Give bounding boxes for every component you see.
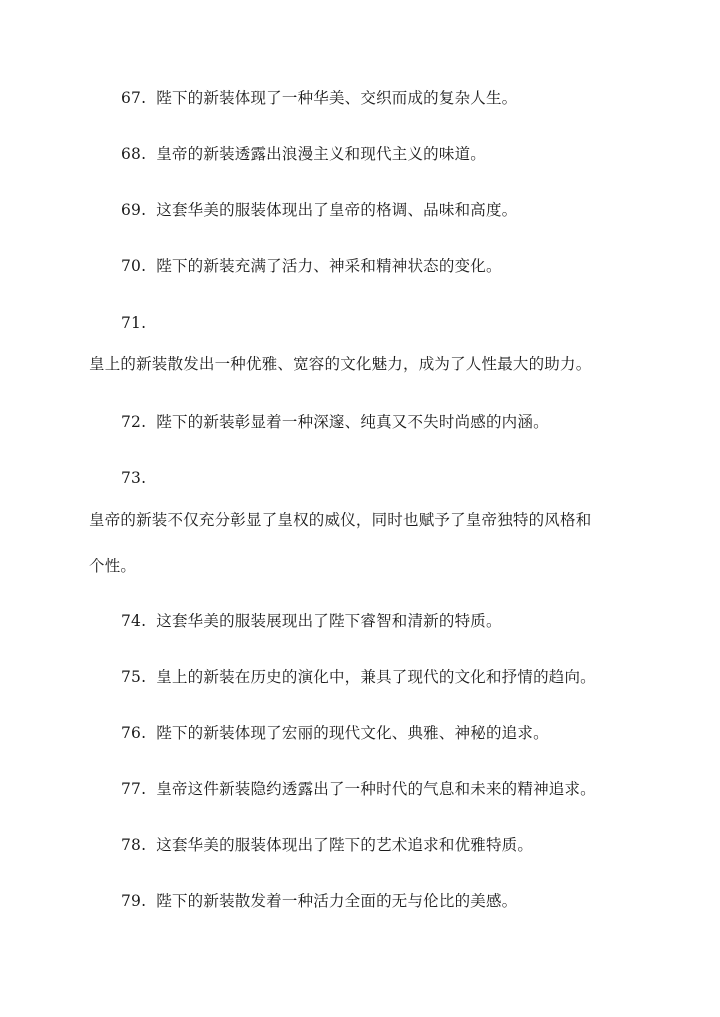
list-item-73-number [121, 468, 146, 488]
item-text: 皇上的新装在历史的演化中，兼具了现代的文化和抒情的趋向。 [156, 668, 596, 686]
item-text: 陛下的新装充满了活力、神采和精神状态的变化。 [156, 257, 502, 275]
item-number: 74. [121, 612, 147, 630]
item-number: 71. [121, 314, 147, 332]
list-item-79 [121, 891, 517, 911]
item-text: 陛下的新装彰显着一种深邃、纯真又不失时尚感的内涵。 [156, 413, 549, 431]
list-item-76 [121, 723, 549, 743]
list-item-74 [121, 611, 502, 631]
item-number: 72. [121, 413, 147, 431]
item-number: 69. [121, 201, 147, 219]
item-number: 77. [121, 780, 147, 798]
item-text: 这套华美的服装体现出了陛下的艺术追求和优雅特质。 [156, 836, 534, 854]
list-item-70 [121, 256, 502, 276]
list-item-72 [121, 412, 549, 432]
item-number: 73. [121, 469, 147, 487]
item-text: 皇帝的新装不仅充分彰显了皇权的威仪，同时也赋予了皇帝独特的风格和 [89, 511, 592, 529]
list-item-68 [121, 144, 486, 164]
item-text: 陛下的新装体现了宏丽的现代文化、典雅、神秘的追求。 [156, 724, 549, 742]
list-item-78 [121, 835, 533, 855]
list-item-71-text [89, 354, 591, 374]
list-item-77 [121, 779, 596, 799]
item-text: 个性。 [89, 557, 137, 575]
list-item-71-number [121, 313, 146, 333]
list-item-73-text-line1 [89, 510, 591, 530]
list-item-73-text-line2 [89, 556, 136, 576]
item-text: 皇帝这件新装隐约透露出了一种时代的气息和未来的精神追求。 [156, 780, 596, 798]
item-text: 陛下的新装散发着一种活力全面的无与伦比的美感。 [156, 892, 518, 910]
item-text: 这套华美的服装体现出了皇帝的格调、品味和高度。 [156, 201, 518, 219]
item-number: 67. [121, 89, 147, 107]
item-number: 75. [121, 668, 147, 686]
item-text: 这套华美的服装展现出了陛下睿智和清新的特质。 [156, 612, 502, 630]
item-text: 陛下的新装体现了一种华美、交织而成的复杂人生。 [156, 89, 518, 107]
list-item-69 [121, 200, 517, 220]
item-number: 70. [121, 257, 147, 275]
list-item-67 [121, 88, 517, 108]
item-number: 78. [121, 836, 147, 854]
item-number: 79. [121, 892, 147, 910]
item-text: 皇上的新装散发出一种优雅、宽容的文化魅力，成为了人性最大的助力。 [89, 355, 592, 373]
list-item-75 [121, 667, 596, 687]
item-number: 68. [121, 145, 147, 163]
item-number: 76. [121, 724, 147, 742]
item-text: 皇帝的新装透露出浪漫主义和现代主义的味道。 [156, 145, 486, 163]
